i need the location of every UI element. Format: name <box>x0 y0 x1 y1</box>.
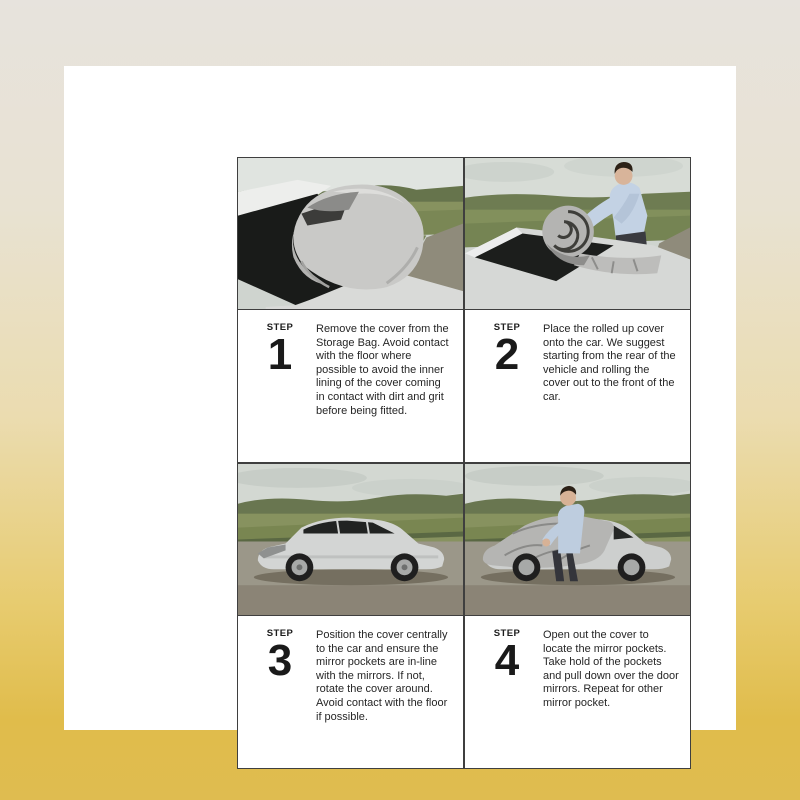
step-panel-3 <box>237 463 464 769</box>
step-panel-1 <box>237 157 464 463</box>
photo-step-1 <box>238 158 463 310</box>
white-mat <box>64 66 736 730</box>
step-1-badge <box>262 322 298 379</box>
man-placing-rolled-cover-photo <box>465 158 690 309</box>
step-label: STEP <box>493 322 521 333</box>
photo-step-3 <box>238 464 463 616</box>
silver-sedan-side-view-photo <box>238 464 463 615</box>
step-number: 4 <box>494 636 520 685</box>
man-fitting-mirror-pocket-photo <box>465 464 690 615</box>
step-3-badge <box>262 628 298 685</box>
step-label: STEP <box>266 322 294 333</box>
step-3-caption <box>238 616 463 768</box>
photo-step-2 <box>465 158 690 310</box>
step-number: 2 <box>494 330 520 379</box>
step-number: 3 <box>267 636 293 685</box>
step-2-caption <box>465 310 690 462</box>
step-text: Remove the cover from the Storage Bag. Avoid contact with the floor where possible to avoid the inner lining of the cover coming in contact with dirt and grit before being fitted. <box>316 323 449 417</box>
step-2-badge <box>489 322 525 379</box>
step-text: Place the rolled up cover onto the car. We suggest starting from the rear of the vehicle and rolling the cover out to the front of the car. <box>543 323 676 403</box>
step-label: STEP <box>266 628 294 639</box>
step-text: Position the cover centrally to the car and ensure the mirror pockets are in-line with the mirrors. If not, rotate the cover around. Avoid contact with the floor if possible. <box>316 629 448 723</box>
instruction-grid <box>237 157 691 769</box>
photo-step-4 <box>465 464 690 616</box>
step-panel-4 <box>464 463 691 769</box>
step-number: 1 <box>267 330 293 379</box>
step-label: STEP <box>493 628 521 639</box>
cover-in-bag-on-car-photo <box>238 158 463 309</box>
step-panel-2 <box>464 157 691 463</box>
step-4-caption <box>465 616 690 768</box>
step-1-caption <box>238 310 463 462</box>
step-text: Open out the cover to locate the mirror pockets. Take hold of the pockets and pull down over the door mirrors. Repeat for other mirror pocket. <box>543 629 679 709</box>
step-4-badge <box>489 628 525 685</box>
